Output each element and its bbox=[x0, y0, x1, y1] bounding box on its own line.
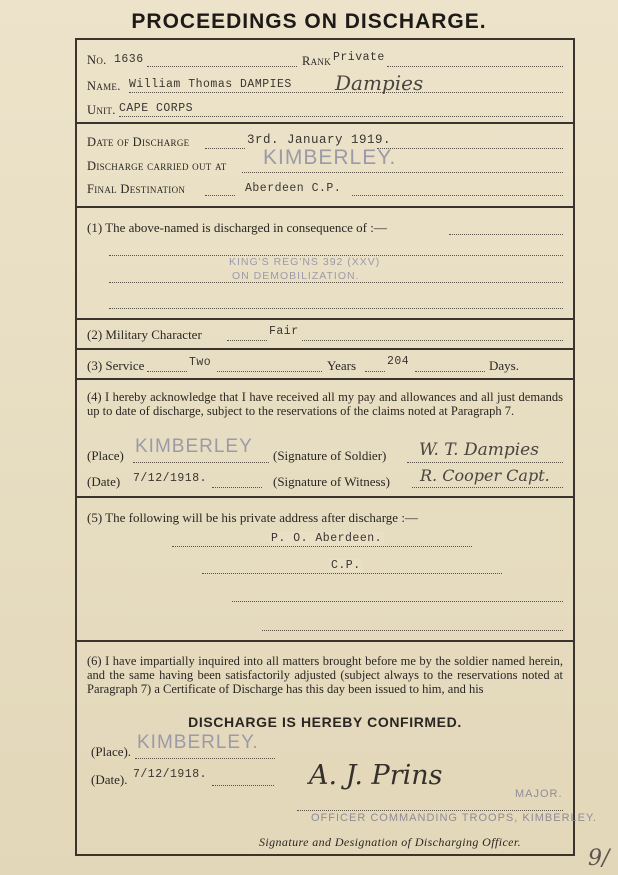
place-label: (Place) bbox=[87, 448, 124, 463]
address-section bbox=[77, 498, 573, 640]
place-stamp: KIMBERLEY bbox=[135, 436, 253, 457]
officer-stamp: OFFICER COMMANDING TROOPS, KIMBERLEY. bbox=[311, 812, 597, 824]
reason-stamp-line2: ON DEMOBILIZATION. bbox=[232, 270, 360, 282]
final-destination-value: Aberdeen C.P. bbox=[245, 182, 342, 195]
no-value: 1636 bbox=[114, 53, 144, 66]
rank-stamp: MAJOR. bbox=[515, 788, 563, 800]
page-title: PROCEEDINGS ON DISCHARGE. bbox=[131, 10, 487, 33]
date-value: 7/12/1918. bbox=[133, 472, 208, 485]
discharge-carried-label: Discharge carried out at bbox=[87, 159, 227, 173]
days-label: Days. bbox=[489, 358, 519, 373]
military-character-label: (2) Military Character bbox=[87, 327, 202, 342]
acknowledgement-text: (4) I hereby acknowledge that I have received all my pay and allowances and all just demands up to date of discharge, subject to the reservations of the claims noted at Paragraph 7. bbox=[87, 390, 563, 418]
service-days-value: 204 bbox=[387, 355, 410, 368]
rank-value: Private bbox=[333, 51, 385, 64]
military-character-section bbox=[77, 320, 573, 348]
witness-signature-label: (Signature of Witness) bbox=[273, 474, 390, 489]
service-years-value: Two bbox=[189, 356, 212, 369]
discharge-confirmed-heading: DISCHARGE IS HEREBY CONFIRMED. bbox=[188, 714, 462, 730]
final-destination-label: Final Destination bbox=[87, 182, 186, 196]
name-handwritten: Dampies bbox=[335, 71, 424, 95]
acknowledgement-section bbox=[77, 380, 573, 496]
reason-stamp-line1: KING'S REG'NS 392 (XXV) bbox=[229, 256, 381, 268]
discharge-form bbox=[75, 38, 597, 856]
reason-section bbox=[77, 208, 573, 318]
officer-caption: Signature and Designation of Discharging Officer. bbox=[259, 835, 522, 849]
confirmation-text: (6) I have impartially inquired into all matters brought before me by the soldier named herein, and the same having been satisfactorily adjusted (subject always to the reservations noted at Paragraph 7) a Certificate of Discharge has this day been issued to him, and his bbox=[87, 654, 563, 696]
no-label: No. bbox=[87, 53, 107, 67]
address-line-1: P. O. Aberdeen. bbox=[271, 532, 383, 545]
soldier-details-section bbox=[77, 40, 573, 122]
kimberley-stamp: KIMBERLEY. bbox=[263, 146, 397, 169]
officer-date-label: (Date). bbox=[91, 772, 128, 787]
service-label: (3) Service bbox=[87, 358, 145, 373]
reason-text: (1) The above-named is discharged in consequence of :— bbox=[87, 220, 387, 235]
name-label: Name. bbox=[87, 79, 121, 93]
rank-label: Rank bbox=[302, 54, 332, 68]
years-label: Years bbox=[327, 358, 357, 373]
military-character-value: Fair bbox=[269, 325, 299, 338]
officer-place-label: (Place). bbox=[91, 744, 132, 759]
date-label: (Date) bbox=[87, 474, 121, 489]
margin-note: 9/ bbox=[588, 846, 610, 871]
unit-value: CAPE CORPS bbox=[119, 102, 194, 115]
service-section bbox=[77, 350, 573, 378]
soldier-signature: W. T. Dampies bbox=[419, 440, 539, 460]
witness-signature: R. Cooper Capt. bbox=[420, 466, 550, 485]
officer-date-value: 7/12/1918. bbox=[133, 768, 208, 781]
address-line-2: C.P. bbox=[331, 559, 361, 572]
soldier-signature-label: (Signature of Soldier) bbox=[273, 448, 387, 463]
name-value: William Thomas DAMPIES bbox=[129, 78, 292, 91]
confirmation-section bbox=[77, 642, 597, 854]
unit-label: Unit. bbox=[87, 103, 116, 117]
discharge-details-section bbox=[77, 124, 573, 206]
date-of-discharge-value: 3rd. January 1919. bbox=[247, 133, 392, 147]
date-of-discharge-label: Date of Discharge bbox=[87, 135, 190, 149]
officer-signature: A. J. Prins bbox=[309, 760, 443, 791]
address-text: (5) The following will be his private address after discharge :— bbox=[87, 510, 418, 525]
officer-place-stamp: KIMBERLEY. bbox=[137, 732, 259, 753]
